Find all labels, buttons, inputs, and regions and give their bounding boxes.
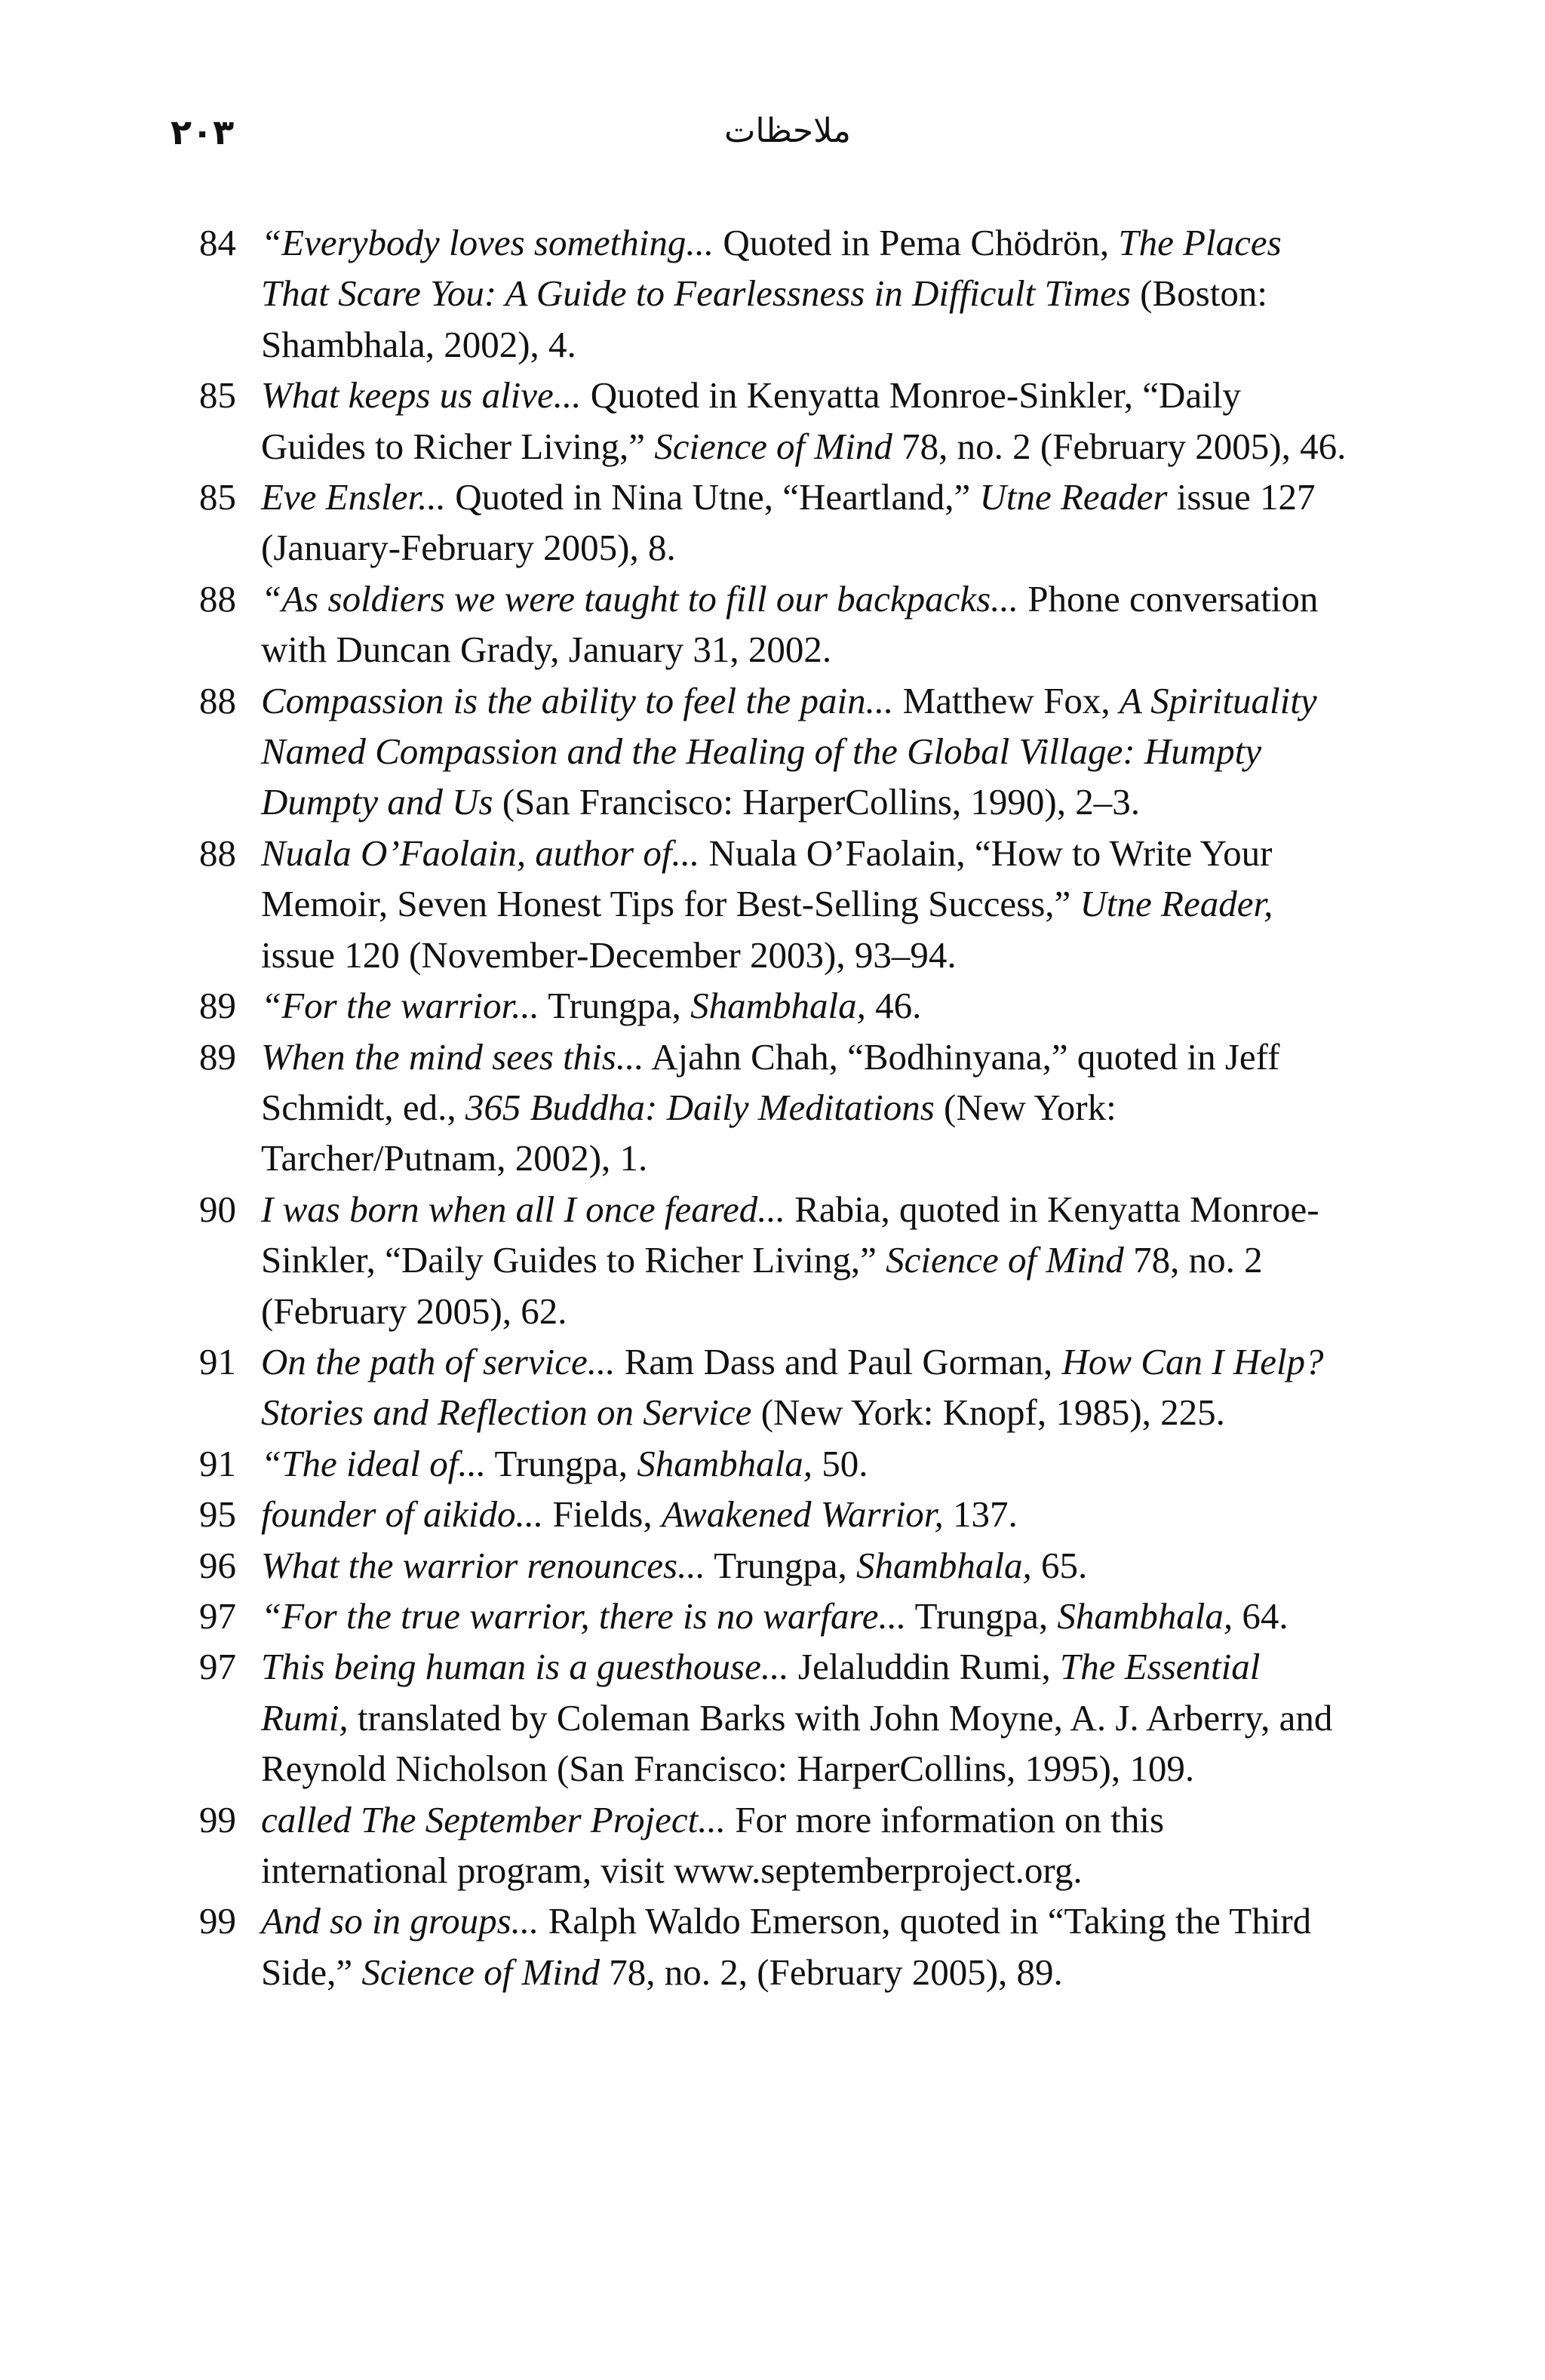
note-entry bbox=[199, 1896, 1347, 1997]
note-cue-phrase: “For the warrior... bbox=[261, 985, 539, 1027]
note-page-number: 88 bbox=[199, 679, 236, 721]
note-page-number: 88 bbox=[199, 832, 236, 874]
note-cue-phrase: “As soldiers we were taught to fill our backpacks... bbox=[261, 577, 1018, 620]
note-page-number: 88 bbox=[199, 577, 236, 620]
note-citation-text: issue 127 (January-February 2005), 8. bbox=[261, 476, 1316, 569]
note-citation-text: Trungpa, bbox=[486, 1442, 637, 1484]
notes-list bbox=[0, 217, 1545, 1997]
note-entry bbox=[199, 1032, 1347, 1184]
note-title-italic: Science of Mind bbox=[886, 1239, 1124, 1281]
note-citation-text: Quoted in Nina Utne, “Heartland,” bbox=[445, 476, 980, 518]
note-citation-text: Quoted in Pema Chödrön, bbox=[714, 222, 1119, 263]
page-header bbox=[0, 112, 1545, 157]
note-citation-text: (New York: Knopf, 1985), 225. bbox=[751, 1391, 1225, 1434]
note-entry bbox=[199, 1489, 1347, 1539]
note-citation-text: issue 120 (November-December 2003), 93–94. bbox=[261, 933, 957, 976]
note-citation-text: (New York: Tarcher/Putnam, 2002), 1. bbox=[261, 1086, 1117, 1179]
page-number: ٢٠٣ bbox=[170, 112, 235, 152]
note-cue-phrase: I was born when all I once feared... bbox=[261, 1188, 785, 1230]
running-head: ملاحظات bbox=[724, 112, 851, 150]
note-citation-text: Quoted in Kenyatta Monroe-Sinkler, “Daily Guides to Richer Living,” bbox=[261, 374, 1241, 467]
note-page-number: 96 bbox=[199, 1544, 236, 1586]
note-title-italic: Shambhala, bbox=[637, 1442, 812, 1484]
note-citation-text: Trungpa, bbox=[539, 985, 691, 1027]
note-cue-phrase: “For the true warrior, there is no warfare... bbox=[261, 1594, 907, 1637]
note-page-number: 99 bbox=[199, 1798, 236, 1840]
note-page-number: 91 bbox=[199, 1442, 236, 1484]
note-title-italic: Utne Reader bbox=[979, 476, 1168, 518]
note-citation-text: Nuala O’Faolain, “How to Write Your Memoir, Seven Honest Tips for Best-Selling Success,” bbox=[261, 832, 1273, 925]
note-citation-text: Ralph Waldo Emerson, quoted in “Taking the Third Side,” bbox=[261, 1900, 1312, 1993]
note-entry bbox=[199, 675, 1347, 828]
note-entry bbox=[199, 828, 1347, 980]
note-entry bbox=[199, 1591, 1347, 1641]
note-citation-text: (Boston: Shambhala, 2002), 4. bbox=[261, 272, 1267, 365]
note-title-italic: How Can I Help? Stories and Reflection on Service bbox=[261, 1340, 1324, 1434]
note-cue-phrase: What the warrior renounces... bbox=[261, 1544, 705, 1586]
note-cue-phrase: founder of aikido... bbox=[261, 1493, 544, 1536]
note-page-number: 97 bbox=[199, 1594, 236, 1637]
note-page-number: 99 bbox=[199, 1900, 236, 1942]
note-entry bbox=[199, 472, 1347, 573]
note-page-number: 85 bbox=[199, 374, 236, 417]
note-page-number: 91 bbox=[199, 1340, 236, 1382]
note-cue-phrase: Nuala O’Faolain, author of... bbox=[261, 832, 700, 874]
note-cue-phrase: This being human is a guesthouse... bbox=[261, 1646, 789, 1688]
note-citation-text: Matthew Fox, bbox=[893, 679, 1120, 721]
note-cue-phrase: And so in groups... bbox=[261, 1900, 539, 1942]
note-title-italic: The Essential Rumi, bbox=[261, 1646, 1261, 1739]
note-page-number: 84 bbox=[199, 222, 236, 263]
note-citation-text: Phone conversation with Duncan Grady, January 31, 2002. bbox=[261, 577, 1319, 671]
note-cue-phrase: Eve Ensler... bbox=[261, 476, 446, 518]
note-entry bbox=[199, 1540, 1347, 1591]
note-title-italic: Science of Mind bbox=[654, 425, 892, 467]
note-title-italic: 365 Buddha: Daily Meditations bbox=[465, 1086, 935, 1128]
note-cue-phrase: Compassion is the ability to feel the pain... bbox=[261, 679, 894, 721]
note-page-number: 90 bbox=[199, 1188, 236, 1230]
note-entry bbox=[199, 370, 1347, 472]
note-cue-phrase: When the mind sees this... bbox=[261, 1035, 644, 1078]
note-citation-text: (San Francisco: HarperCollins, 1990), 2–3. bbox=[493, 781, 1140, 823]
note-citation-text: Ajahn Chah, “Bodhinyana,” quoted in Jeff Schmidt, ed., bbox=[261, 1035, 1280, 1128]
note-citation-text: For more information on this international program, visit www.septemberproject.org. bbox=[261, 1798, 1165, 1891]
note-cue-phrase: “Everybody loves something... bbox=[261, 222, 714, 263]
note-citation-text: Trungpa, bbox=[906, 1594, 1058, 1637]
note-entry bbox=[199, 1184, 1347, 1336]
note-page-number: 85 bbox=[199, 476, 236, 518]
note-citation-text: Jelaluddin Rumi, bbox=[788, 1646, 1060, 1688]
note-title-italic: Awakened Warrior, bbox=[661, 1493, 944, 1536]
note-entry bbox=[199, 573, 1347, 675]
note-title-italic: A Spirituality Named Compassion and the Healing of the Global Village: Humpty Dumpty and Us bbox=[261, 679, 1317, 823]
note-title-italic: Shambhala, bbox=[856, 1544, 1032, 1586]
note-cue-phrase: On the path of service... bbox=[261, 1340, 616, 1382]
note-title-italic: Science of Mind bbox=[361, 1951, 600, 1993]
note-cue-phrase: “The ideal of... bbox=[261, 1442, 487, 1484]
note-citation-text: 46. bbox=[865, 985, 922, 1027]
note-title-italic: The Places That Scare You: A Guide to Fearlessness in Difficult Times bbox=[261, 222, 1282, 315]
note-citation-text: 78, no. 2 (February 2005), 62. bbox=[261, 1239, 1263, 1332]
note-page-number: 89 bbox=[199, 985, 236, 1027]
note-entry bbox=[199, 1438, 1347, 1489]
note-citation-text: 78, no. 2, (February 2005), 89. bbox=[600, 1951, 1063, 1993]
note-entry bbox=[199, 1641, 1347, 1794]
note-citation-text: Ram Dass and Paul Gorman, bbox=[615, 1340, 1062, 1382]
note-citation-text: translated by Coleman Barks with John Moyne, A. J. Arberry, and Reynold Nicholson (San Francisco: HarperCollins, 1995), 109. bbox=[261, 1696, 1333, 1790]
note-citation-text: Fields, bbox=[543, 1493, 662, 1536]
note-title-italic: Shambhala, bbox=[1057, 1594, 1233, 1637]
note-entry bbox=[199, 1336, 1347, 1438]
note-entry bbox=[199, 1794, 1347, 1896]
note-page-number: 95 bbox=[199, 1493, 236, 1536]
note-cue-phrase: What keeps us alive... bbox=[261, 374, 582, 417]
note-entry bbox=[199, 217, 1347, 370]
note-page-number: 89 bbox=[199, 1035, 236, 1078]
note-citation-text: 78, no. 2 (February 2005), 46. bbox=[892, 425, 1347, 467]
note-title-italic: Utne Reader, bbox=[1080, 883, 1273, 925]
note-citation-text: Rabia, quoted in Kenyatta Monroe-Sinkler, “Daily Guides to Richer Living,” bbox=[261, 1188, 1319, 1281]
note-citation-text: 64. bbox=[1233, 1594, 1289, 1637]
note-citation-text: Trungpa, bbox=[705, 1544, 857, 1586]
note-citation-text: 65. bbox=[1031, 1544, 1088, 1586]
note-page-number: 97 bbox=[199, 1646, 236, 1688]
note-citation-text: 137. bbox=[943, 1493, 1018, 1536]
note-title-italic: Shambhala, bbox=[690, 985, 866, 1027]
note-cue-phrase: called The September Project... bbox=[261, 1798, 726, 1840]
note-entry bbox=[199, 980, 1347, 1031]
note-citation-text: 50. bbox=[812, 1442, 868, 1484]
